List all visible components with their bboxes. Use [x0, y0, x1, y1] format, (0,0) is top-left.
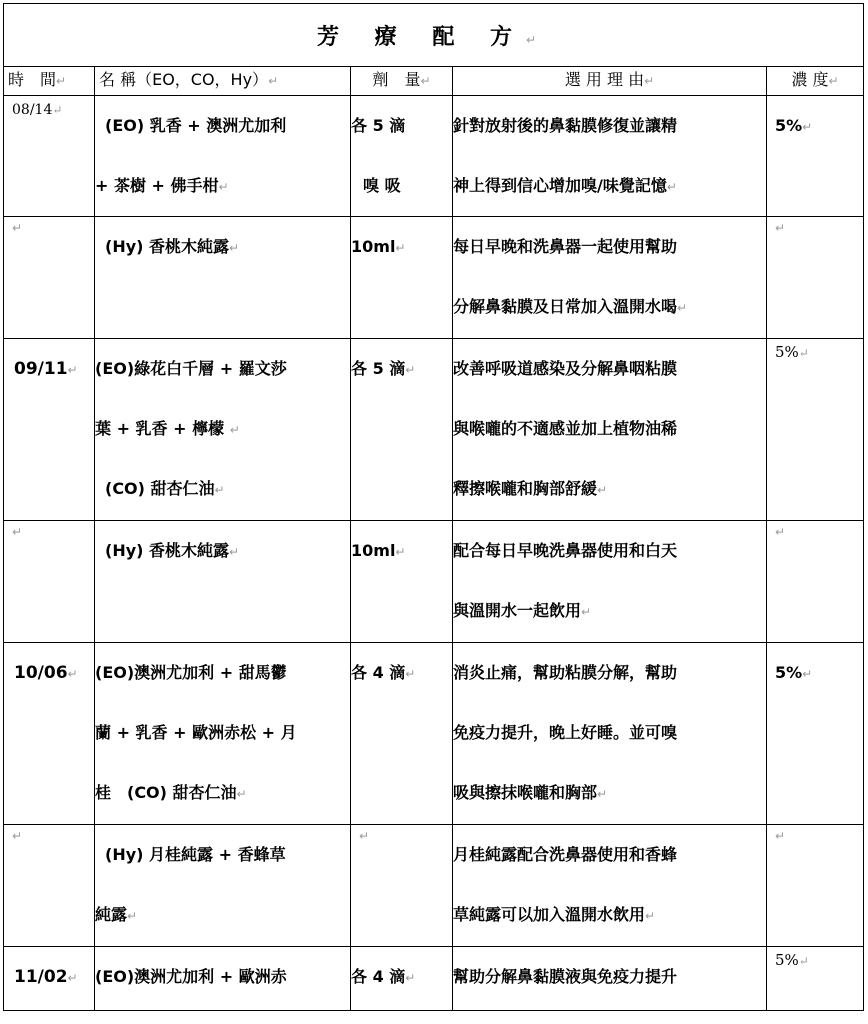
concentration-cell: ↵	[767, 521, 864, 643]
header-time: 時 間↵	[4, 67, 95, 96]
name-cell: (EO)綠花白千層 + 羅文莎 葉 + 乳香 + 檸檬 ↵ (CO) 甜杏仁油↵	[95, 339, 351, 521]
header-reason: 選 用 理 由↵	[453, 67, 767, 96]
concentration-cell: 5%↵	[767, 339, 864, 521]
dose-cell: 各 5 滴 嗅 吸	[351, 96, 453, 217]
table-row	[4, 643, 864, 825]
header-name: 名 稱（EO，CO，Hy）↵	[95, 67, 351, 96]
reason-cell: 每日早晚和洗鼻器一起使用幫助 分解鼻黏膜及日常加入溫開水喝↵	[453, 217, 767, 339]
date-cell: 09/11↵	[4, 339, 95, 521]
table-row	[4, 217, 864, 339]
concentration-cell: 5%↵	[767, 643, 864, 825]
reason-cell: 改善呼吸道感染及分解鼻咽粘膜 與喉嚨的不適感並加上植物油稀 釋擦喉嚨和胸部舒緩↵	[453, 339, 767, 521]
header-dose: 劑 量↵	[351, 67, 453, 96]
title-text: 芳 療 配 方	[317, 24, 526, 50]
table-row	[4, 947, 864, 1011]
reason-cell: 月桂純露配合洗鼻器使用和香蜂 草純露可以加入溫開水飲用↵	[453, 825, 767, 947]
dose-cell: 各 4 滴↵	[351, 947, 453, 1011]
table-row	[4, 96, 864, 217]
table-title	[4, 4, 864, 67]
dose-cell: ↵	[351, 825, 453, 947]
dose-cell: 各 5 滴↵	[351, 339, 453, 521]
aromatherapy-table	[3, 3, 864, 1011]
date-cell: 08/14↵	[4, 96, 95, 217]
date-cell: ↵	[4, 521, 95, 643]
date-cell: 11/02↵	[4, 947, 95, 1011]
name-cell: (Hy) 月桂純露 + 香蜂草 純露↵	[95, 825, 351, 947]
reason-cell: 針對放射後的鼻黏膜修復並讓精 神上得到信心增加嗅/味覺記憶↵	[453, 96, 767, 217]
header-concentration: 濃 度↵	[767, 67, 864, 96]
reason-cell: 幫助分解鼻黏膜液與免疫力提升	[453, 947, 767, 1011]
concentration-cell: 5%↵	[767, 947, 864, 1011]
dose-cell: 各 4 滴↵	[351, 643, 453, 825]
name-cell: (EO)澳洲尤加利 + 歐洲赤	[95, 947, 351, 1011]
table-row	[4, 825, 864, 947]
name-cell: (Hy) 香桃木純露↵	[95, 217, 351, 339]
reason-cell: 配合每日早晚洗鼻器使用和白天 與溫開水一起飲用↵	[453, 521, 767, 643]
concentration-cell: 5%↵	[767, 96, 864, 217]
table-row	[4, 521, 864, 643]
name-cell: (EO) 乳香 + 澳洲尤加利 + 茶樹 + 佛手柑↵	[95, 96, 351, 217]
name-cell: (EO)澳洲尤加利 + 甜馬鬱 蘭 + 乳香 + 歐洲赤松 + 月 桂 (CO) 甜杏仁油↵	[95, 643, 351, 825]
reason-cell: 消炎止痛，幫助粘膜分解，幫助 免疫力提升，晚上好睡。並可嗅 吸與擦抹喉嚨和胸部↵	[453, 643, 767, 825]
date-cell: 10/06↵	[4, 643, 95, 825]
header-row	[4, 67, 864, 96]
return-mark: ↵	[525, 32, 551, 47]
date-cell: ↵	[4, 217, 95, 339]
date-cell: ↵	[4, 825, 95, 947]
dose-cell: 10ml↵	[351, 521, 453, 643]
dose-cell: 10ml↵	[351, 217, 453, 339]
table-row	[4, 339, 864, 521]
concentration-cell: ↵	[767, 825, 864, 947]
name-cell: (Hy) 香桃木純露↵	[95, 521, 351, 643]
concentration-cell: ↵	[767, 217, 864, 339]
